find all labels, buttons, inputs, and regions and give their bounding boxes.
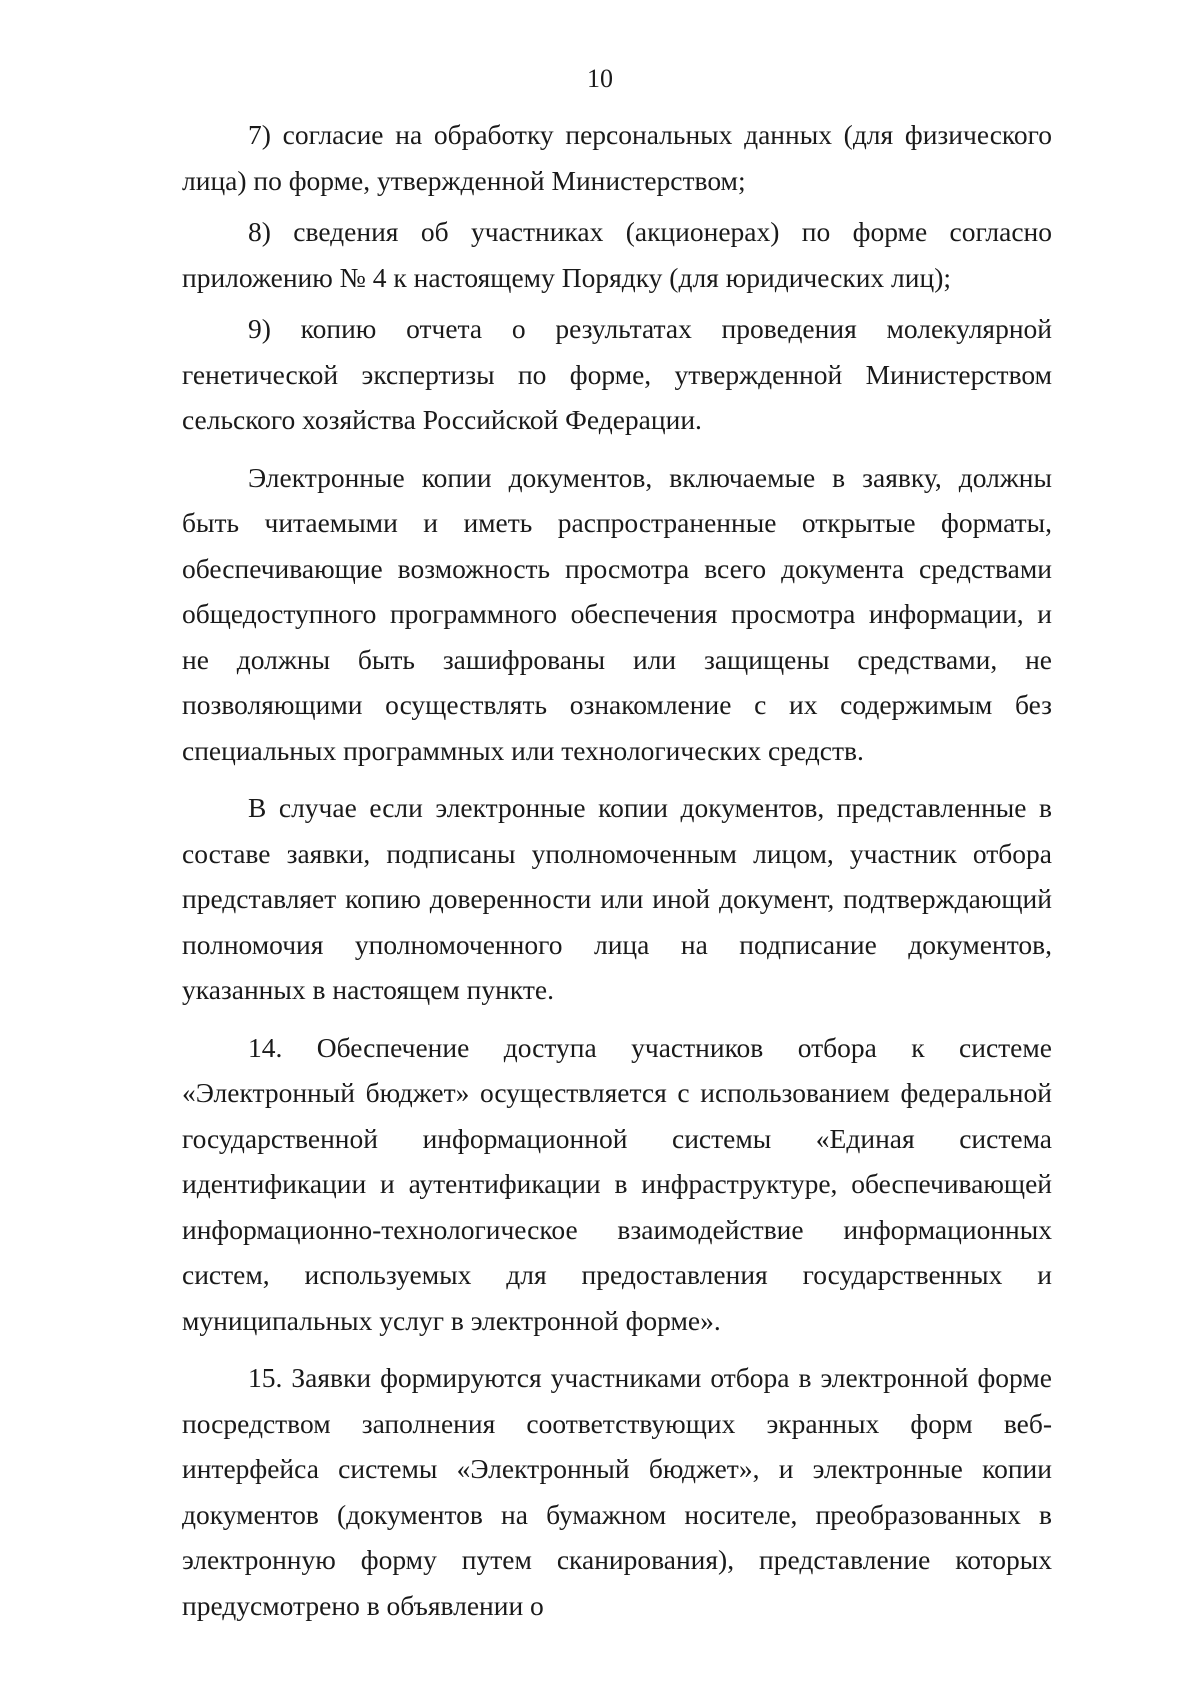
paragraph-item-7: 7) согласие на обработку персональных данных (для физического лица) по форме, утвержденной Министерством; <box>182 119 1052 196</box>
page-number: 10 <box>587 64 613 93</box>
paragraph-authorized-person: В случае если электронные копии документов, представленные в составе заявки, подписаны уполномоченным лицом, участник отбора представляет копию доверенности или иной документ, подтверждающий полномочия уполномоченного лица на подписание документов, указанных в настоящем пункте. <box>182 792 1052 1005</box>
paragraph-item-8: 8) сведения об участниках (акционерах) по форме согласно приложению № 4 к настоящему Порядку (для юридических лиц); <box>182 216 1052 293</box>
paragraph-item-9: 9) копию отчета о результатах проведения молекулярной генетической экспертизы по форме, утвержденной Министерством сельского хозяйства Российской Федерации. <box>182 313 1052 435</box>
document-body <box>182 112 1052 1628</box>
paragraph-clause-14: 14. Обеспечение доступа участников отбора к системе «Электронный бюджет» осуществляется с использованием федеральной государственной информационной системы «Единая система идентификации и аутентификации в инфраструктуре, обеспечивающей информационно-технологическое взаимодействие информационных систем, используемых для предоставления государственных и муниципальных услуг в электронной форме». <box>182 1031 1052 1336</box>
paragraph-clause-15: 15. Заявки формируются участниками отбора в электронной форме посредством заполнения соответствующих экранных форм веб-интерфейса системы «Электронный бюджет», и электронные копии документов (документов на бумажном носителе, преобразованных в электронную форму путем сканирования), представление которых предусмотрено в объявлении о <box>182 1362 1052 1621</box>
paragraph-electronic-copies: Электронные копии документов, включаемые в заявку, должны быть читаемыми и иметь распространенные открытые форматы, обеспечивающие возможность просмотра всего документа средствами общедоступного программного обеспечения просмотра информации, и не должны быть зашифрованы или защищены средствами, не позволяющими осуществлять ознакомление с их содержимым без специальных программных или технологических средств. <box>182 461 1052 766</box>
